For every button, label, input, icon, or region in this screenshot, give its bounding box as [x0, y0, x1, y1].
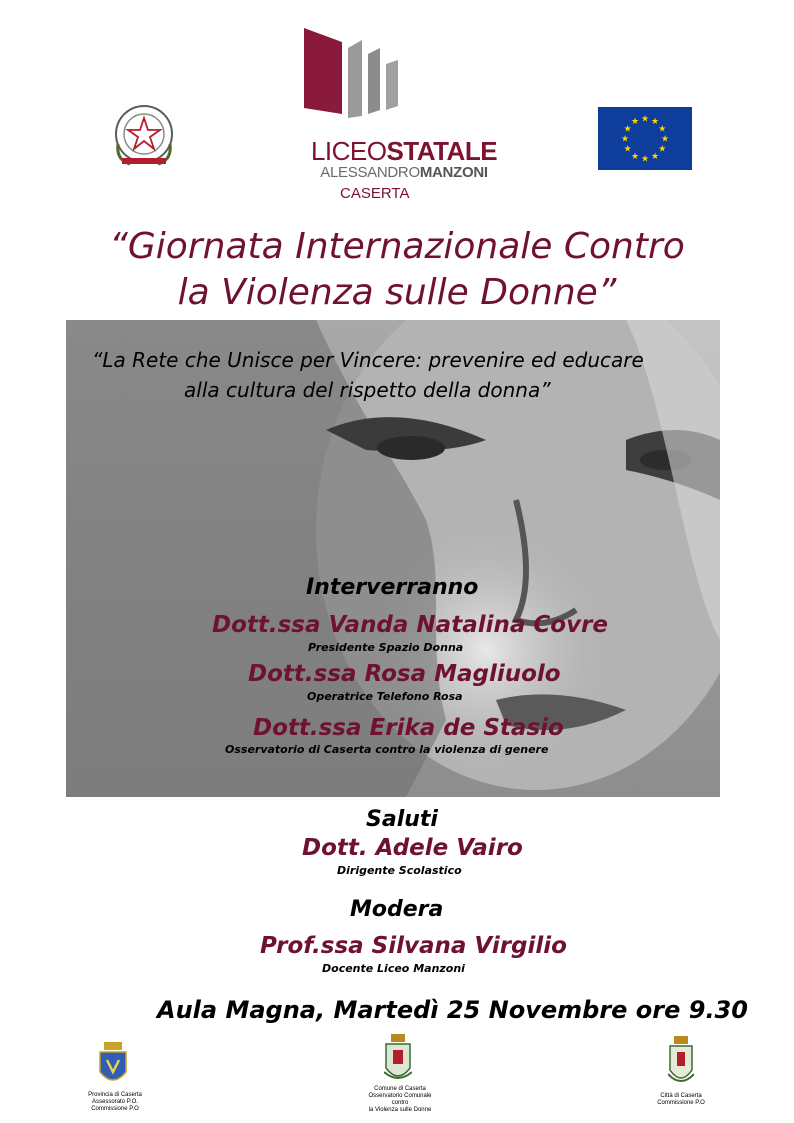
provincia-caserta-crest	[98, 1042, 128, 1092]
eu-star-icon: ★	[620, 134, 630, 145]
footer-text: Commissione P.O	[657, 1100, 705, 1106]
school-name-light: LICEO	[310, 136, 387, 166]
eu-star-icon: ★	[623, 124, 632, 135]
eu-star-icon: ★	[658, 124, 667, 135]
eu-star-icon: ★	[630, 117, 640, 128]
school-city: CASERTA	[340, 185, 410, 202]
footer-text: contro	[391, 1100, 409, 1106]
footer-text: Città di Caserta	[660, 1093, 702, 1099]
comune-caserta-crest	[384, 1034, 412, 1088]
footer-comune	[360, 1086, 440, 1114]
footer-citta	[650, 1093, 712, 1107]
liceo-manzoni-logo	[302, 28, 402, 120]
italian-republic-emblem	[108, 100, 180, 172]
speaker-role: Operatrice Telefono Rosa	[307, 690, 463, 703]
school-subname-light: ALESSANDRO	[320, 164, 420, 181]
speaker-name: Dott.ssa Vanda Natalina Covre	[212, 612, 608, 638]
school-name-bold: STATALE	[386, 136, 498, 166]
footer-text: Assessorato P.O.	[92, 1099, 138, 1105]
speaker-role: Osservatorio di Caserta contro la violenza di genere	[225, 743, 549, 756]
footer-text: la Violenza sulle Donne	[368, 1107, 432, 1113]
school-subname-bold: MANZONI	[419, 164, 488, 181]
eu-star-icon: ★	[650, 151, 660, 162]
moderator-heading: Modera	[350, 897, 444, 922]
footer-text: Commissione P.O	[91, 1106, 139, 1112]
event-date-location: Aula Magna, Martedì 25 Novembre ore 9.30	[157, 996, 748, 1024]
footer-provincia	[82, 1092, 148, 1113]
footer-text: Provincia di Caserta	[88, 1092, 142, 1098]
moderator-name: Prof.ssa Silvana Virgilio	[260, 933, 567, 959]
footer-text: Comune di Caserta	[374, 1086, 426, 1092]
eu-star-icon: ★	[658, 144, 667, 155]
eu-star-icon: ★	[640, 154, 650, 165]
speaker-name: Dott.ssa Erika de Stasio	[253, 715, 564, 741]
eu-star-icon: ★	[660, 134, 670, 145]
moderator-role: Docente Liceo Manzoni	[322, 962, 465, 975]
subtitle-line2: alla cultura del rispetto della donna”	[184, 378, 551, 402]
eu-star-icon: ★	[650, 117, 660, 128]
eu-flag	[598, 107, 692, 170]
speakers-heading: Interverranno	[306, 575, 479, 600]
school-subname	[280, 164, 528, 181]
eu-star-icon: ★	[630, 151, 640, 162]
footer-text: Osservatorio Comunale	[368, 1093, 432, 1099]
speaker-name: Dott.ssa Rosa Magliuolo	[248, 661, 561, 687]
eu-star-icon: ★	[640, 114, 650, 125]
greetings-heading: Saluti	[366, 807, 438, 832]
subtitle-line1: “La Rete che Unisce per Vincere: prevenire ed educare	[92, 348, 644, 372]
school-name	[280, 136, 528, 167]
speaker-role: Presidente Spazio Donna	[308, 641, 464, 654]
greetings-role: Dirigente Scolastico	[337, 864, 462, 877]
event-title-line1: “Giornata Internazionale Contro	[109, 226, 685, 267]
event-title-line2: la Violenza sulle Donne”	[177, 272, 617, 313]
greetings-name: Dott. Adele Vairo	[302, 835, 523, 861]
eu-star-icon: ★	[623, 144, 632, 155]
citta-caserta-crest	[668, 1036, 694, 1092]
